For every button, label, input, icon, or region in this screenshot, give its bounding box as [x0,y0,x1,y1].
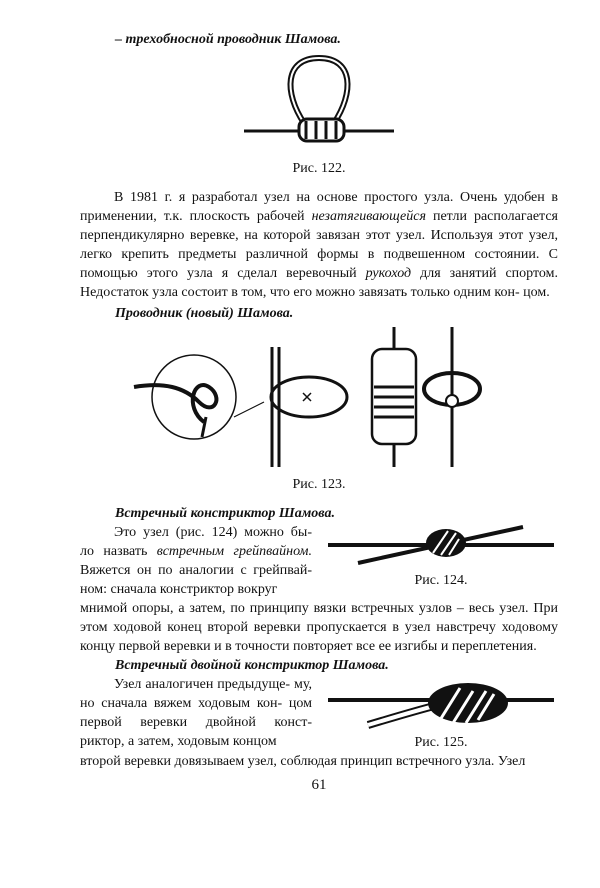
figure-122-knot-illustration [244,53,394,145]
paragraph-2-full [80,599,558,656]
text-line: риктор, а затем, ходовым концом [80,734,277,749]
section-heading: Встречный двойной констриктор Шамова. [115,658,389,673]
figure-125-knot-illustration [328,675,554,731]
text-line: Это узел (рис. 124) можно бы- [114,525,312,540]
figure-123 [80,327,558,469]
paragraph-1 [80,188,558,302]
section-heading: Встречный констриктор Шамова. [115,506,335,521]
paragraph-3-wrap [80,675,312,751]
text-line: мнимой опоры, а затем, по принципу вязки встречных узлов – весь узел. При [80,601,558,616]
text-line: Недостаток узла состоит в том, что его можно завязать только одним кон- [80,285,520,300]
text-line: Вяжется он по аналогии с грейпвай- [80,563,312,578]
text-line: ном: сначала констриктор вокруг [80,582,278,597]
paragraph-2-wrap [80,523,312,599]
figure-125-caption: Рис. 125. [414,735,468,750]
text-line: концу первой веревки и в точности повторяет все ее изгибы и переплетения. [80,639,537,654]
text-line: цом. [523,285,550,300]
text-line: применении, т.к. плоскость рабочей незатягивающейся петли располагается [80,209,558,224]
figure-122-caption: Рис. 122. [292,161,346,176]
section-counter-constrictor [80,523,558,599]
section-double-constrictor [80,675,558,752]
figure-124-knot-illustration [328,523,554,567]
figure-124-caption: Рис. 124. [414,573,468,588]
figure-123-knot-illustrations [129,327,509,469]
text-line: В 1981 г. я разработал узел на основе простого узла. Очень удобен в [114,190,558,205]
text-line: перпендикулярно веревке, на которой завязан этот узел. Используя этот [80,228,524,243]
text-line: второй веревки довязываем узел, соблюдая принцип встречного узла. Узел [80,754,526,769]
text-line: цом первой веревки двойной конст- [80,696,312,730]
text-line: Узел аналогичен предыдуще- [114,677,291,692]
paragraph-3-full [80,752,558,771]
page-number: 61 [311,777,327,793]
text-line: этом ходовой конец второй веревки пропускается в узел навстречу ходовому [80,620,558,635]
figure-124 [324,523,558,590]
figure-122 [80,53,558,145]
figure-125 [324,675,558,752]
section-heading: Проводник (новый) Шамова. [115,306,294,321]
figure-123-caption: Рис. 123. [292,477,346,492]
section-heading: – трехобносной проводник Шамова. [115,32,341,47]
text-line: С помощью этого узла я сделал веревочный рукоход для занятий спортом. [80,247,559,281]
text-line: ло назвать встречным грейпвайном. [80,544,312,559]
text-line: му, но сначала вяжем ходовым кон- [80,677,312,711]
text-line: узел, легко крепить предметы различной формы в подвешенном состоянии. [80,228,559,262]
